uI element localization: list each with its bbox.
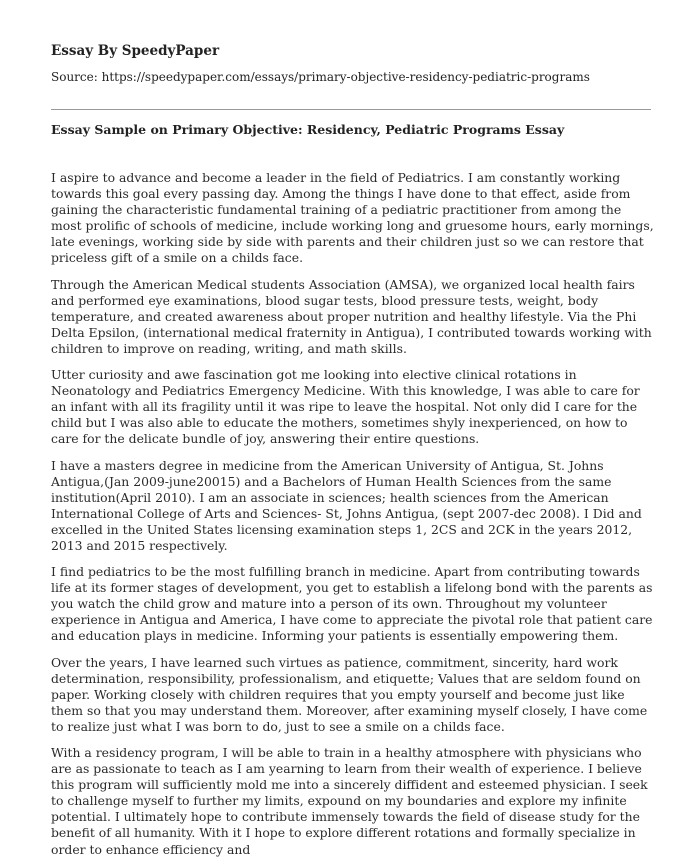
- essay-body: [51, 170, 654, 868]
- essay-title: Essay Sample on Primary Objective: Residency, Pediatric Programs Essay: [51, 122, 565, 137]
- source-line: Source: https://speedypaper.com/essays/primary-objective-residency-pediatric-programs: [51, 70, 590, 84]
- document-header-title: Essay By SpeedyPaper: [51, 43, 220, 59]
- essay-paragraph: I find pediatrics to be the most fulfilling branch in medicine. Apart from contributing towards life at its former stages of development, you get to establish a lifelong bond with the parents as you watch the child grow and mature into a person of its own. Throughout my volunteer experience in Antigua and America, I have come to appreciate the pivotal role that patient care and education plays in medicine. Informing your patients is essentially empowering them.: [51, 564, 653, 644]
- essay-paragraph: With a residency program, I will be able to train in a healthy atmosphere with physicians who are as passionate to teach as I am yearning to learn from their wealth of experience. I believe this program will sufficiently mold me into a sincerely diffident and esteemed physician. I seek to challenge myself to further my limits, expound on my boundaries and explore my infinite potential. I ultimately hope to contribute immensely towards the field of disease study for the benefit of all humanity. With it I hope to explore different rotations and formally specialize in order to enhance efficiency and: [51, 745, 648, 857]
- essay-paragraph: I aspire to advance and become a leader in the field of Pediatrics. I am constantly working towards this goal every passing day. Among the things I have done to that effect, aside from gaining the characteristic fundamental training of a pediatric practitioner from among the most prolific of schools of medicine, include working long and gruesome hours, early mornings, late evenings, working side by side with parents and their children just so we can restore that priceless gift of a smile on a childs face.: [51, 170, 654, 266]
- header-divider: [51, 109, 651, 110]
- essay-paragraph: Utter curiosity and awe fascination got me looking into elective clinical rotations in Neonatology and Pediatrics Emergency Medicine. With this knowledge, I was able to care for an infant with all its fragility until it was ripe to leave the hospital. Not only did I care for the child but I was also able to educate the mothers, sometimes shyly inexperienced, on how to care for the delicate bundle of joy, answering their entire questions.: [51, 367, 640, 447]
- essay-paragraph: Through the American Medical students Association (AMSA), we organized local health fairs and performed eye examinations, blood sugar tests, blood pressure tests, weight, body temperature, and created awareness about proper nutrition and healthy lifestyle. Via the Phi Delta Epsilon, (international medical fraternity in Antigua), I contributed towards working with children to improve on reading, writing, and math skills.: [51, 276, 652, 356]
- essay-paragraph: Over the years, I have learned such virtues as patience, commitment, sincerity, hard work determination, responsibility, professionalism, and etiquette; Values that are seldom found on paper. Working closely with children requires that you empty yourself and become just like them so that you may understand them. Moreover, after examining myself closely, I have come to realize just what I was born to do, just to see a smile on a childs face.: [51, 654, 648, 734]
- essay-paragraph: I have a masters degree in medicine from the American University of Antigua, St. Johns Antigua,(Jan 2009-june20015) and a Bachelors of Human Health Sciences from the same institution(April 2010). I am an associate in sciences; health sciences from the American International College of Arts and Sciences- St, Johns Antigua, (sept 2007-dec 2008). I Did and excelled in the United States licensing examination steps 1, 2CS and 2CK in the years 2012, 2013 and 2015 respectively.: [51, 457, 642, 553]
